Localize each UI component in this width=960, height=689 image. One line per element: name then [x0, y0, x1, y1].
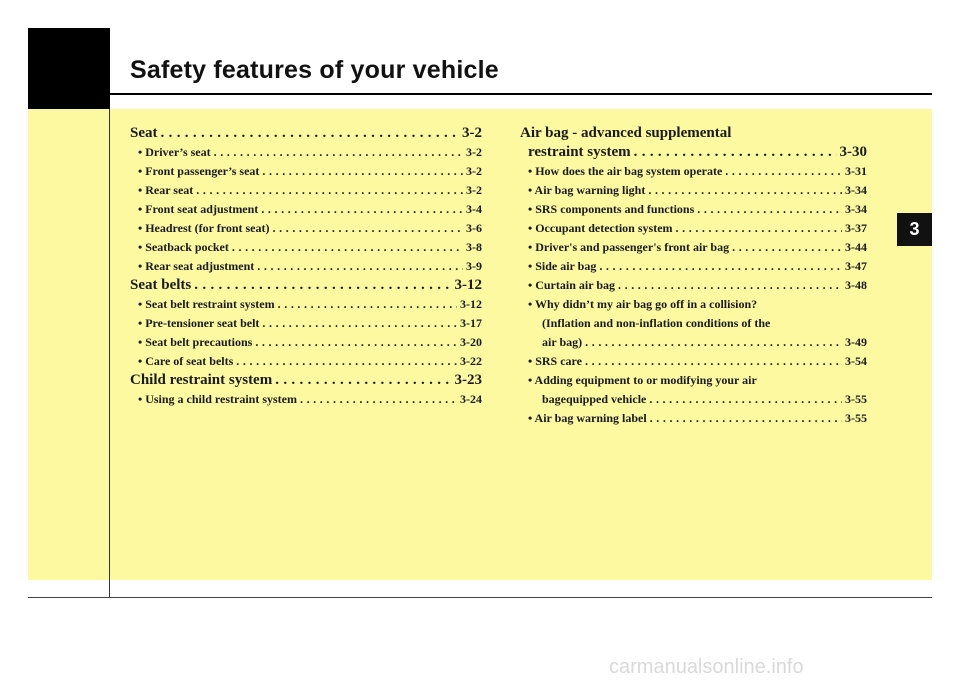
toc-entry-seat-belts[interactable]: Seat belts . . . 3-12 [130, 276, 482, 295]
chapter-tab-block [28, 28, 110, 109]
toc-entry-drivers-seat[interactable]: • Driver’s seat . . . 3-2 [130, 143, 482, 162]
toc-heading-why-air-bag-not-deploy[interactable]: • Why didn’t my air bag go off in a collision? [528, 297, 758, 311]
toc-heading-air-bag[interactable]: Air bag - advanced supplemental [520, 125, 732, 141]
chapter-number-badge: 3 [897, 213, 932, 246]
page-title: Safety features of your vehicle [130, 56, 499, 84]
toc-heading-adding-equipment[interactable]: • Adding equipment to or modifying your air [528, 373, 757, 387]
toc-entry-air-bag-warning-label[interactable]: • Air bag warning label . . . 3-55 [520, 409, 867, 428]
toc-entry-air-bag-conditions[interactable]: air bag) . . . 3-49 [520, 333, 867, 352]
toc-right-column [520, 124, 867, 428]
toc-entry-occupant-detection-system[interactable]: • Occupant detection system . . . 3-37 [520, 219, 867, 238]
toc-entry-seat[interactable]: Seat . . . 3-2 [130, 124, 482, 143]
toc-entry-child-restraint-system[interactable]: Child restraint system . . . 3-23 [130, 371, 482, 390]
toc-entry-bagequipped-vehicle[interactable]: bagequipped vehicle . . . 3-55 [520, 390, 867, 409]
toc-entry-seat-belt-precautions[interactable]: • Seat belt precautions . . . 3-20 [130, 333, 482, 352]
toc-entry-how-air-bag-operates[interactable]: • How does the air bag system operate . . . 3-31 [520, 162, 867, 181]
footer-divider [28, 597, 932, 598]
toc-entry-care-of-seat-belts[interactable]: • Care of seat belts . . . 3-22 [130, 352, 482, 371]
toc-entry-pre-tensioner-seat-belt[interactable]: • Pre-tensioner seat belt . . . 3-17 [130, 314, 482, 333]
toc-entry-front-air-bag[interactable]: • Driver's and passenger's front air bag . . . 3-44 [520, 238, 867, 257]
toc-entry-headrest[interactable]: • Headrest (for front seat) . . . 3-6 [130, 219, 482, 238]
toc-entry-seatback-pocket[interactable]: • Seatback pocket . . . 3-8 [130, 238, 482, 257]
toc-entry-seat-belt-restraint-system[interactable]: • Seat belt restraint system . . . 3-12 [130, 295, 482, 314]
toc-entry-air-bag-warning-light[interactable]: • Air bag warning light . . . 3-34 [520, 181, 867, 200]
toc-left-column [130, 124, 482, 409]
title-divider [110, 93, 932, 95]
toc-entry-front-passengers-seat[interactable]: • Front passenger’s seat . . . 3-2 [130, 162, 482, 181]
toc-entry-rear-seat-adjustment[interactable]: • Rear seat adjustment . . . 3-9 [130, 257, 482, 276]
toc-entry-restraint-system[interactable]: restraint system . . . 3-30 [520, 143, 867, 162]
margin-divider [109, 109, 110, 597]
toc-subtext-inflation-conditions: (Inflation and non-inflation conditions of the [542, 316, 771, 330]
toc-entry-srs-components[interactable]: • SRS components and functions . . . 3-34 [520, 200, 867, 219]
toc-entry-side-air-bag[interactable]: • Side air bag . . . 3-47 [520, 257, 867, 276]
toc-entry-front-seat-adjustment[interactable]: • Front seat adjustment . . . 3-4 [130, 200, 482, 219]
toc-entry-rear-seat[interactable]: • Rear seat . . . 3-2 [130, 181, 482, 200]
toc-entry-srs-care[interactable]: • SRS care . . . 3-54 [520, 352, 867, 371]
toc-entry-curtain-air-bag[interactable]: • Curtain air bag . . . 3-48 [520, 276, 867, 295]
watermark-text: carmanualsonline.info [609, 656, 804, 678]
toc-entry-using-child-restraint-system[interactable]: • Using a child restraint system . . . 3-24 [130, 390, 482, 409]
